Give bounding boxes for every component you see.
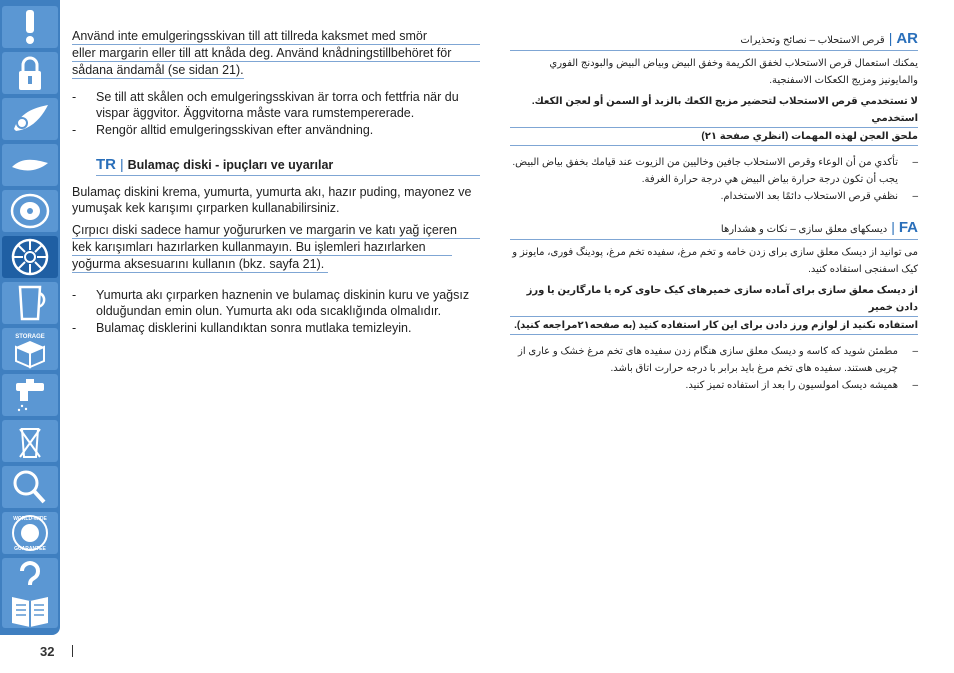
book-icon — [8, 589, 52, 629]
sv-warning-line: sådana ändamål (se sidan 21). — [72, 63, 244, 77]
sidebar-item-safety[interactable] — [2, 6, 58, 48]
list-item: – همیشه دیسک امولسیون را بعد از استفاده تمیز کنید. — [510, 377, 918, 394]
ar-warning-line: ملحق العجن لهذه المهمات (انظري صفحة ٢١) — [510, 128, 918, 146]
sidebar-item-recipes[interactable] — [2, 590, 58, 628]
ar-intro-paragraph: يمكنك استعمال قرص الاستحلاب لخفق الكريمة وخفق البيض وبياض البيض والبودنج الفوري والمايونيز ومزيج الكعكات الاسفنجية. — [549, 58, 918, 86]
list-item: - Yumurta akı çırparken haznenin ve bulamaç diskinin kuru ve yağsız olduğundan emin olun. Yumurta akı oda sıcaklığında olmalıdır. — [72, 287, 480, 319]
sv-warning — [72, 28, 480, 79]
sv-warning-line: Använd inte emulgeringsskivan till att tillreda kaksmet med smör — [72, 28, 480, 45]
fa-warning — [510, 282, 918, 335]
tr-bullet-list — [72, 287, 480, 336]
sv-bullet-list — [72, 89, 480, 138]
sidebar-item-guarantee[interactable] — [2, 512, 58, 554]
sidebar-item-environment[interactable] — [2, 420, 58, 462]
emulsifying-disc-icon — [8, 237, 52, 277]
ar-warning — [510, 93, 918, 146]
fa-warning-line: استفاده نکنید از لوازم ورز دادن برای این کار استفاده کنید (به صفحه۲۱مراجعه کنید). — [510, 317, 918, 335]
tr-warning-line: kek karışımları hazırlarken kullanmayın. Bu işlemleri hazırlarken — [72, 239, 452, 256]
sidebar-item-mixer[interactable] — [2, 144, 58, 186]
magnifier-icon — [8, 467, 52, 507]
page-number: 32 — [40, 644, 55, 659]
recycle-bin-icon — [8, 421, 52, 461]
tr-warning-line: yoğurma aksesuarını kullanın (bkz. sayfa 21). — [72, 256, 328, 273]
left-column — [72, 28, 480, 337]
storage-box-icon — [8, 329, 52, 369]
tr-warning-line: Çırpıcı diski sadece hamur yoğururken ve margarin ve katı yağ içeren — [72, 222, 480, 239]
language-code-fa: FA — [898, 219, 918, 236]
sidebar-item-troubleshooting[interactable] — [2, 466, 58, 508]
tap-icon — [8, 375, 52, 415]
tr-warning — [72, 222, 480, 273]
fa-intro-paragraph: می توانید از دیسک معلق سازی برای زدن خامه و تخم مرغ، سفیده تخم مرغ، پودینگ فوری، مایونز و کیک اسفنجی استفاده کنید. — [512, 247, 918, 275]
tr-intro-paragraph: Bulamaç diskini krema, yumurta, yumurta akı, hazır puding, mayonez ve yumuşak kek karışımı çırparken kullanabilirsiniz. — [72, 185, 472, 215]
heading-separator: | — [888, 30, 893, 46]
heading-separator: | — [120, 156, 124, 172]
ar-bullet-list — [510, 154, 918, 205]
fa-bullet-list — [510, 343, 918, 394]
list-item: – نظفي قرص الاستحلاب دائمًا بعد الاستخدام. — [510, 188, 918, 205]
list-item: – تأكدي من أن الوعاء وقرص الاستحلاب جافين وخاليين من الزيوت عند قيامك بخفق بياض البيض. يجب أن تكون درجة حرارة بياض البيض هي درجة حرارة الغرفة. — [510, 154, 918, 188]
svg-text:WORLD-WIDE: WORLD-WIDE — [13, 516, 47, 522]
page-number-divider — [72, 645, 73, 657]
fa-warning-line: از دیسک معلق سازی برای آماده سازی خمیرهای کیک حاوی کره یا مارگارین یا ورز دادن خمیر — [510, 282, 918, 317]
sv-warning-line: eller margarin eller till att knåda deg. Använd knådningstillbehöret för — [72, 45, 480, 62]
sidebar-item-storage[interactable] — [2, 328, 58, 370]
sidebar-item-blades[interactable] — [2, 98, 58, 140]
list-item: - Rengör alltid emulgeringsskivan efter användning. — [72, 122, 480, 138]
svg-text:STORAGE: STORAGE — [15, 334, 45, 340]
mixer-icon — [8, 145, 52, 185]
lock-icon — [8, 53, 52, 93]
sidebar-nav — [0, 0, 60, 635]
section-title: دیسکهای معلق سازی – نکات و هشدارها — [720, 224, 888, 235]
exclamation-icon — [8, 7, 52, 47]
sidebar-item-cleaning[interactable] — [2, 374, 58, 416]
sidebar-item-emulsifying-disc[interactable] — [2, 236, 58, 278]
language-code-tr: TR — [96, 156, 116, 173]
right-column — [510, 30, 918, 394]
food-processor-icon — [8, 191, 52, 231]
sidebar-item-security[interactable] — [2, 52, 58, 94]
list-item: - Se till att skålen och emulgeringsskivan är torra och fettfria när du vispar äggvitor. Äggvitorna måste vara rumstempererade. — [72, 89, 480, 121]
svg-text:GUARANTEE: GUARANTEE — [14, 546, 46, 552]
tr-section-heading — [96, 156, 480, 176]
language-code-ar: AR — [896, 30, 918, 47]
sidebar-item-jug[interactable] — [2, 282, 58, 324]
heading-separator: | — [891, 219, 895, 235]
jug-icon — [8, 283, 52, 323]
section-title: قرص الاستحلاب – نصائح وتحذيرات — [740, 35, 885, 46]
section-title: Bulamaç diski - ipuçları ve uyarılar — [127, 158, 334, 172]
leaf-icon — [8, 99, 52, 139]
ar-warning-line: لا تستخدمي قرص الاستحلاب لتحضير مزيج الكعك بالزبد أو السمن أو لعجن الكعك. استخدمي — [510, 93, 918, 128]
fa-section-heading — [510, 219, 918, 240]
list-item: – مطمئن شوید که کاسه و دیسک معلق سازی هنگام زدن سفیده های تخم مرغ خشک و عاری از چربی هستند. سفیده های تخم مرغ باید برابر با درجه حرارت اتاق باشد. — [510, 343, 918, 377]
guarantee-globe-icon — [8, 513, 52, 553]
sidebar-item-food-processor[interactable] — [2, 190, 58, 232]
ar-section-heading — [510, 30, 918, 51]
list-item: - Bulamaç disklerini kullandıktan sonra mutlaka temizleyin. — [72, 320, 480, 336]
